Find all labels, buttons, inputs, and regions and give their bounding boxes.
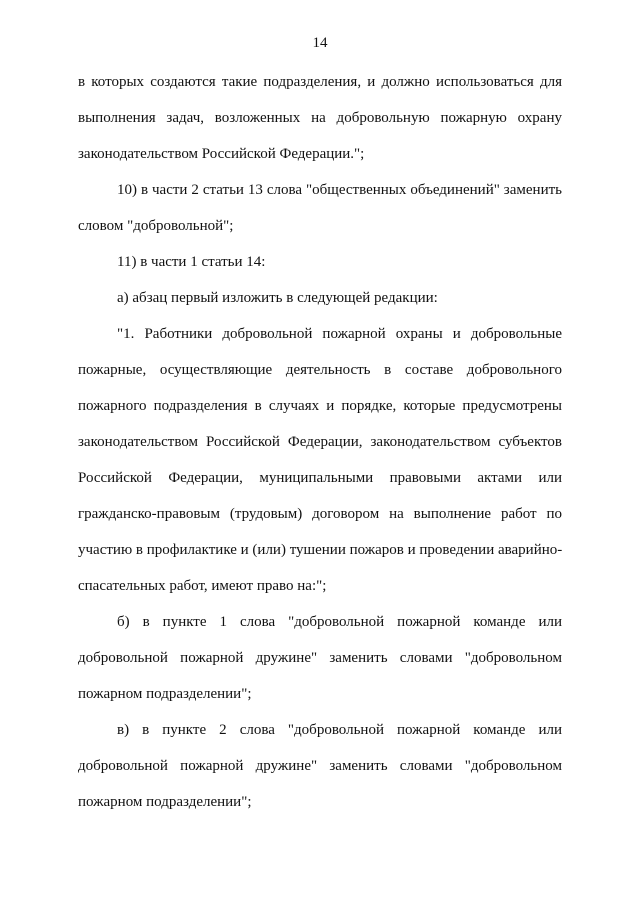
text-line: пожарном подразделении"; xyxy=(78,794,252,810)
text-line: словом "добровольной"; xyxy=(78,218,234,234)
text-line: а) абзац первый изложить в следующей редакции: xyxy=(117,290,438,306)
text-line: участию в профилактике и (или) тушении пожаров и проведении аварийно- xyxy=(78,542,563,558)
text-line: 11) в части 1 статьи 14: xyxy=(117,254,266,270)
text-line: 10) в части 2 статьи 13 слова "общественных объединений" заменить xyxy=(117,182,562,198)
page-number: 14 xyxy=(312,35,328,51)
text-line: "1. Работники добровольной пожарной охраны и добровольные xyxy=(117,326,562,342)
text-line: пожарном подразделении"; xyxy=(78,686,252,702)
text-line: в) в пункте 2 слова "добровольной пожарной команде или xyxy=(117,722,562,738)
text-line: спасательных работ, имеют право на:"; xyxy=(78,578,327,594)
text-line: в которых создаются такие подразделения, и должно использоваться для xyxy=(78,74,562,90)
text-line: выполнения задач, возложенных на добровольную пожарную охрану xyxy=(78,110,562,126)
text-line: б) в пункте 1 слова "добровольной пожарной команде или xyxy=(117,614,562,630)
text-line: гражданско-правовым (трудовым) договором на выполнение работ по xyxy=(78,506,562,522)
text-line: пожарные, осуществляющие деятельность в составе добровольного xyxy=(78,362,562,378)
text-line: законодательством Российской Федерации."; xyxy=(78,146,365,162)
text-line: законодательством Российской Федерации, законодательством субъектов xyxy=(78,434,562,450)
text-line: добровольной пожарной дружине" заменить словами "добровольном xyxy=(78,650,562,666)
text-line: пожарного подразделения в случаях и порядке, которые предусмотрены xyxy=(78,398,562,414)
text-line: добровольной пожарной дружине" заменить словами "добровольном xyxy=(78,758,562,774)
text-line: Российской Федерации, муниципальными правовыми актами или xyxy=(78,470,562,486)
